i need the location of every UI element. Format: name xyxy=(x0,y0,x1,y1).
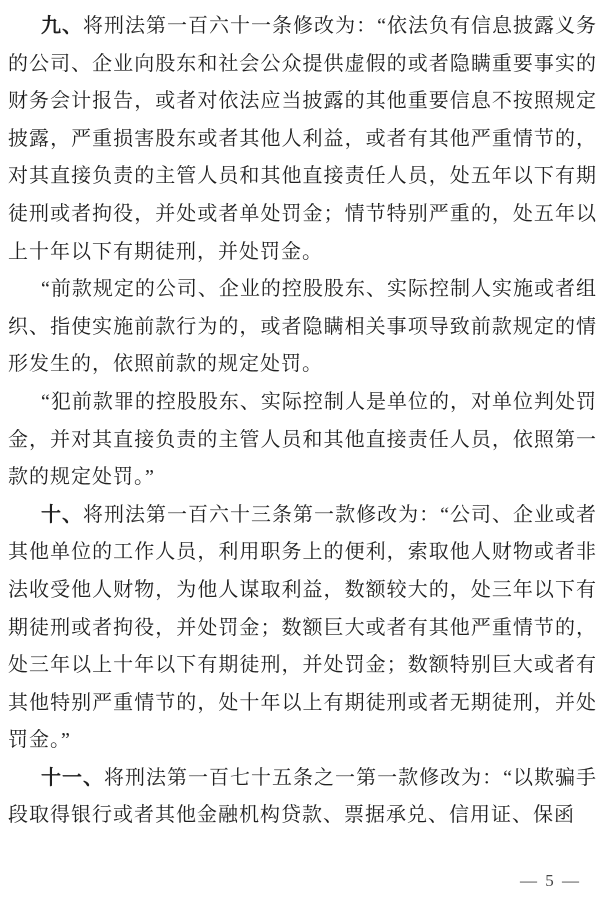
paragraph-text: 将刑法第一百七十五条之一第一款修改为：“以欺骗手段取得银行或者其他金融机构贷款、票据承兑、信用证、保函 xyxy=(8,766,597,827)
document-body xyxy=(8,8,597,835)
item-number: 十一、 xyxy=(41,766,105,789)
paragraph-item-10 xyxy=(8,497,597,760)
paragraph-item-11 xyxy=(8,760,597,835)
paragraph-text: “犯前款罪的控股股东、实际控制人是单位的，对单位判处罚金，并对其直接负责的主管人员和其他直接责任人员，依照第一款的规定处罚。” xyxy=(8,390,597,489)
paragraph-clause-2 xyxy=(8,271,597,384)
paragraph-text: 将刑法第一百六十一条修改为：“依法负有信息披露义务的公司、企业向股东和社会公众提供虚假的或者隐瞒重要事实的财务会计报告，或者对依法应当披露的其他重要信息不按照规定披露，严重损害股东或者其他人利益，或者有其他严重情节的，对其直接负责的主管人员和其他直接责任人员，处五年以下有期徒刑或者拘役，并处或者单处罚金；情节特别严重的，处五年以上十年以下有期徒刑，并处罚金。 xyxy=(8,15,597,263)
item-number: 九、 xyxy=(41,15,84,37)
paragraph-text: 将刑法第一百六十三条第一款修改为：“公司、企业或者其他单位的工作人员，利用职务上的便利，索取他人财物或者非法收受他人财物，为他人谋取利益，数额较大的，处三年以下有期徒刑或者拘役，并处罚金；数额巨大或者有其他严重情节的，处三年以上十年以下有期徒刑，并处罚金；数额特别巨大或者有其他特别严重情节的，处十年以上有期徒刑或者无期徒刑，并处罚金。” xyxy=(8,503,597,752)
paragraph-clause-3 xyxy=(8,384,597,497)
page-number: — 5 — xyxy=(520,871,581,890)
item-number: 十、 xyxy=(41,503,84,526)
paragraph-item-9 xyxy=(8,8,597,271)
paragraph-text: “前款规定的公司、企业的控股股东、实际控制人实施或者组织、指使实施前款行为的，或者隐瞒相关事项导致前款规定的情形发生的，依照前款的规定处罚。 xyxy=(8,278,597,376)
